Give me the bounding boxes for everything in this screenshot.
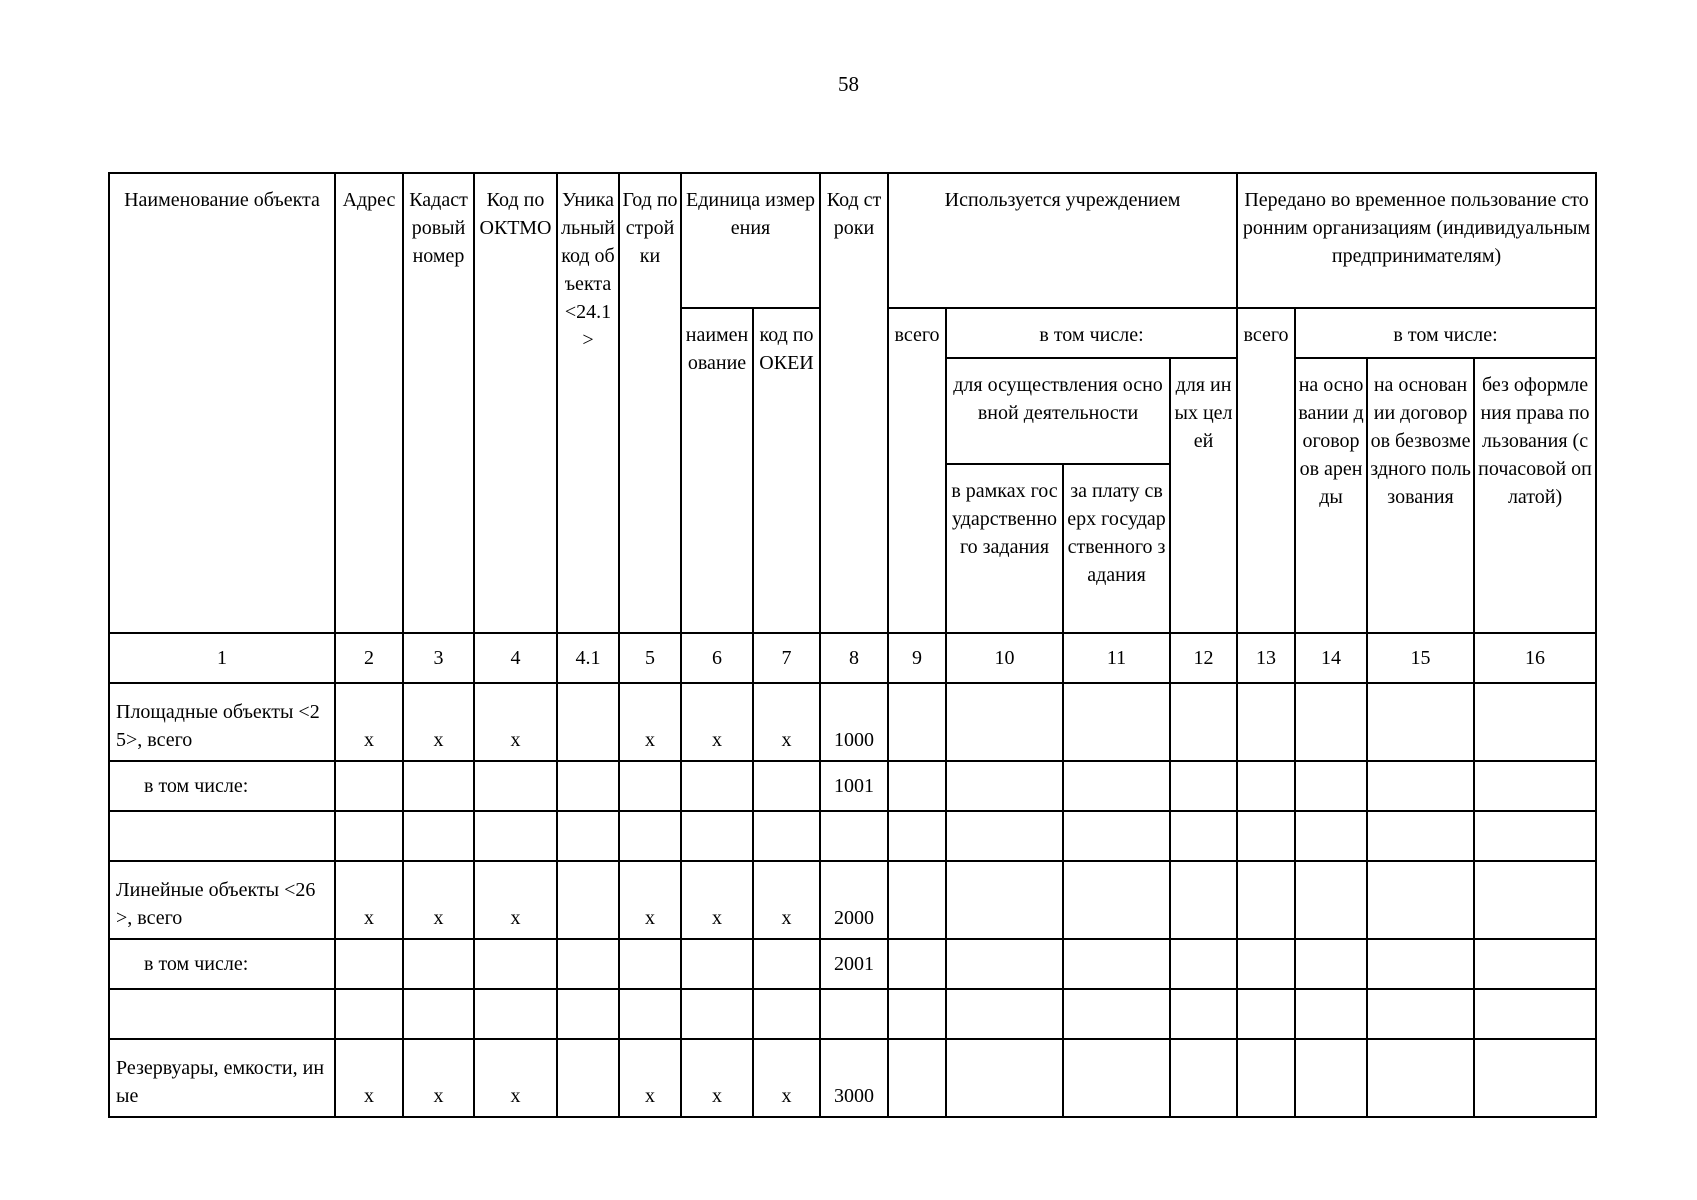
cell-empty	[1367, 861, 1474, 939]
column-number: 6	[681, 633, 753, 683]
cell-empty	[1295, 811, 1367, 861]
column-number: 7	[753, 633, 820, 683]
header-main-activity: для осуществления основной деятельности	[946, 358, 1170, 464]
cell-empty	[1474, 683, 1596, 761]
cell-empty	[1474, 761, 1596, 811]
header-hourly-use: без оформления права пользования (с почасовой оплатой)	[1474, 358, 1596, 633]
cell-oktmo	[474, 761, 557, 811]
column-number: 10	[946, 633, 1063, 683]
cell-empty	[1170, 939, 1237, 989]
cell-empty	[1474, 939, 1596, 989]
cell-empty	[1474, 1039, 1596, 1117]
cell-empty	[1170, 683, 1237, 761]
cell-empty	[946, 939, 1063, 989]
cell-empty	[753, 811, 820, 861]
cell-okei: x	[753, 861, 820, 939]
cell-address: x	[335, 1039, 403, 1117]
cell-unique-code	[557, 939, 619, 989]
cell-empty	[946, 811, 1063, 861]
header-line-code: Код строки	[820, 173, 888, 633]
row-object-name: Резервуары, емкости, иные	[109, 1039, 335, 1117]
cell-cadastral: x	[403, 1039, 474, 1117]
page-number: 58	[838, 72, 859, 96]
cell-empty	[1474, 811, 1596, 861]
cell-empty	[888, 939, 946, 989]
column-number: 13	[1237, 633, 1295, 683]
cell-empty	[1063, 1039, 1170, 1117]
cell-empty	[1063, 811, 1170, 861]
cell-empty	[1295, 989, 1367, 1039]
cell-empty	[474, 989, 557, 1039]
cell-empty	[335, 989, 403, 1039]
cell-empty	[888, 761, 946, 811]
cell-empty	[1170, 989, 1237, 1039]
cell-empty	[681, 989, 753, 1039]
cell-cadastral	[403, 939, 474, 989]
cell-year: x	[619, 683, 681, 761]
cell-address: x	[335, 861, 403, 939]
header-unique-code: Уникальный код объекта <24.1>	[557, 173, 619, 633]
cell-empty	[403, 989, 474, 1039]
row-object-name: в том числе:	[109, 939, 335, 989]
cell-okei	[753, 761, 820, 811]
cell-unit-name: x	[681, 861, 753, 939]
cell-empty	[888, 989, 946, 1039]
cell-empty	[946, 861, 1063, 939]
cell-empty	[1295, 683, 1367, 761]
table-row	[109, 939, 1596, 989]
cell-empty	[1237, 939, 1295, 989]
cell-empty	[1295, 939, 1367, 989]
cell-unique-code	[557, 1039, 619, 1117]
cell-cadastral	[403, 761, 474, 811]
cell-empty	[1170, 761, 1237, 811]
cell-line-code: 2001	[820, 939, 888, 989]
column-number: 4.1	[557, 633, 619, 683]
header-address: Адрес	[335, 173, 403, 633]
cell-empty	[1170, 1039, 1237, 1117]
cell-empty	[619, 811, 681, 861]
cell-empty	[946, 761, 1063, 811]
cell-unit-name	[681, 939, 753, 989]
header-state-assignment: в рамках государственного задания	[946, 464, 1063, 633]
cell-empty	[1237, 1039, 1295, 1117]
header-oktmo-code: Код по ОКТМО	[474, 173, 557, 633]
cell-empty	[1295, 761, 1367, 811]
header-used-by-institution: Используется учреждением	[888, 173, 1237, 308]
header-unit: Единица измерения	[681, 173, 820, 308]
cell-unique-code	[557, 761, 619, 811]
cell-empty	[888, 683, 946, 761]
cell-empty	[1063, 989, 1170, 1039]
cell-address	[335, 939, 403, 989]
header-used-including: в том числе:	[946, 308, 1237, 358]
cell-empty	[888, 861, 946, 939]
column-number: 12	[1170, 633, 1237, 683]
column-number: 8	[820, 633, 888, 683]
table-row	[109, 683, 1596, 761]
table-row	[109, 989, 1596, 1039]
column-number: 3	[403, 633, 474, 683]
cell-empty	[1237, 683, 1295, 761]
cell-empty	[1237, 989, 1295, 1039]
cell-address: x	[335, 683, 403, 761]
header-free-use-agreements: на основании договоров безвозмездного пользования	[1367, 358, 1474, 633]
header-lease-agreements: на основании договоров аренды	[1295, 358, 1367, 633]
cell-year	[619, 761, 681, 811]
cell-year	[619, 939, 681, 989]
cell-empty	[1367, 683, 1474, 761]
header-transferred: Передано во временное пользование сторонним организациям (индивидуальным предпринимателям)	[1237, 173, 1596, 308]
cell-empty	[1063, 761, 1170, 811]
cell-empty	[474, 811, 557, 861]
cell-empty	[820, 989, 888, 1039]
header-used-total: всего	[888, 308, 946, 633]
header-unit-name: наименование	[681, 308, 753, 633]
cell-empty	[619, 989, 681, 1039]
cell-empty	[1170, 861, 1237, 939]
cell-line-code: 1001	[820, 761, 888, 811]
column-number: 2	[335, 633, 403, 683]
cell-oktmo: x	[474, 861, 557, 939]
header-cadastral-number: Кадастровый номер	[403, 173, 474, 633]
cell-empty	[335, 811, 403, 861]
cell-okei: x	[753, 1039, 820, 1117]
column-number: 14	[1295, 633, 1367, 683]
cell-unique-code	[557, 861, 619, 939]
row-object-name: Площадные объекты <25>, всего	[109, 683, 335, 761]
cell-empty	[1237, 761, 1295, 811]
cell-empty	[1063, 861, 1170, 939]
cell-empty	[946, 989, 1063, 1039]
cell-empty	[753, 989, 820, 1039]
column-number: 1	[109, 633, 335, 683]
header-year-built: Год постройки	[619, 173, 681, 633]
column-number: 15	[1367, 633, 1474, 683]
column-number: 11	[1063, 633, 1170, 683]
table-row	[109, 861, 1596, 939]
row-object-name	[109, 811, 335, 861]
cell-empty	[1367, 939, 1474, 989]
cell-empty	[1295, 1039, 1367, 1117]
column-number-row	[109, 633, 1596, 683]
cell-empty	[1295, 861, 1367, 939]
cell-oktmo: x	[474, 683, 557, 761]
cell-empty	[1367, 1039, 1474, 1117]
cell-cadastral: x	[403, 861, 474, 939]
cell-okei	[753, 939, 820, 989]
column-number: 5	[619, 633, 681, 683]
cell-empty	[1237, 861, 1295, 939]
cell-empty	[888, 1039, 946, 1117]
header-transferred-including: в том числе:	[1295, 308, 1596, 358]
cell-empty	[1170, 811, 1237, 861]
column-number: 9	[888, 633, 946, 683]
row-object-name: Линейные объекты <26>, всего	[109, 861, 335, 939]
row-object-name	[109, 989, 335, 1039]
cell-empty	[1237, 811, 1295, 861]
cell-line-code: 2000	[820, 861, 888, 939]
property-table	[108, 172, 1597, 1118]
header-paid-over-assignment: за плату сверх государственного задания	[1063, 464, 1170, 633]
cell-unit-name	[681, 761, 753, 811]
cell-empty	[1474, 861, 1596, 939]
cell-okei: x	[753, 683, 820, 761]
table-row	[109, 811, 1596, 861]
table-row	[109, 1039, 1596, 1117]
cell-year: x	[619, 861, 681, 939]
cell-empty	[888, 811, 946, 861]
cell-oktmo	[474, 939, 557, 989]
cell-unit-name: x	[681, 1039, 753, 1117]
cell-empty	[946, 683, 1063, 761]
cell-empty	[557, 989, 619, 1039]
header-object-name: Наименование объекта	[109, 173, 335, 633]
cell-line-code: 3000	[820, 1039, 888, 1117]
cell-year: x	[619, 1039, 681, 1117]
column-number: 16	[1474, 633, 1596, 683]
cell-empty	[1367, 989, 1474, 1039]
header-okei-code: код по ОКЕИ	[753, 308, 820, 633]
row-object-name: в том числе:	[109, 761, 335, 811]
cell-empty	[946, 1039, 1063, 1117]
cell-empty	[1474, 989, 1596, 1039]
cell-line-code: 1000	[820, 683, 888, 761]
cell-empty	[557, 811, 619, 861]
cell-unit-name: x	[681, 683, 753, 761]
cell-empty	[681, 811, 753, 861]
table-row	[109, 761, 1596, 811]
cell-empty	[1063, 683, 1170, 761]
cell-empty	[1063, 939, 1170, 989]
cell-address	[335, 761, 403, 811]
cell-empty	[820, 811, 888, 861]
cell-oktmo: x	[474, 1039, 557, 1117]
column-number: 4	[474, 633, 557, 683]
cell-cadastral: x	[403, 683, 474, 761]
cell-empty	[1367, 811, 1474, 861]
header-other-purposes: для иных целей	[1170, 358, 1237, 633]
cell-empty	[403, 811, 474, 861]
cell-unique-code	[557, 683, 619, 761]
cell-empty	[1367, 761, 1474, 811]
header-transferred-total: всего	[1237, 308, 1295, 633]
